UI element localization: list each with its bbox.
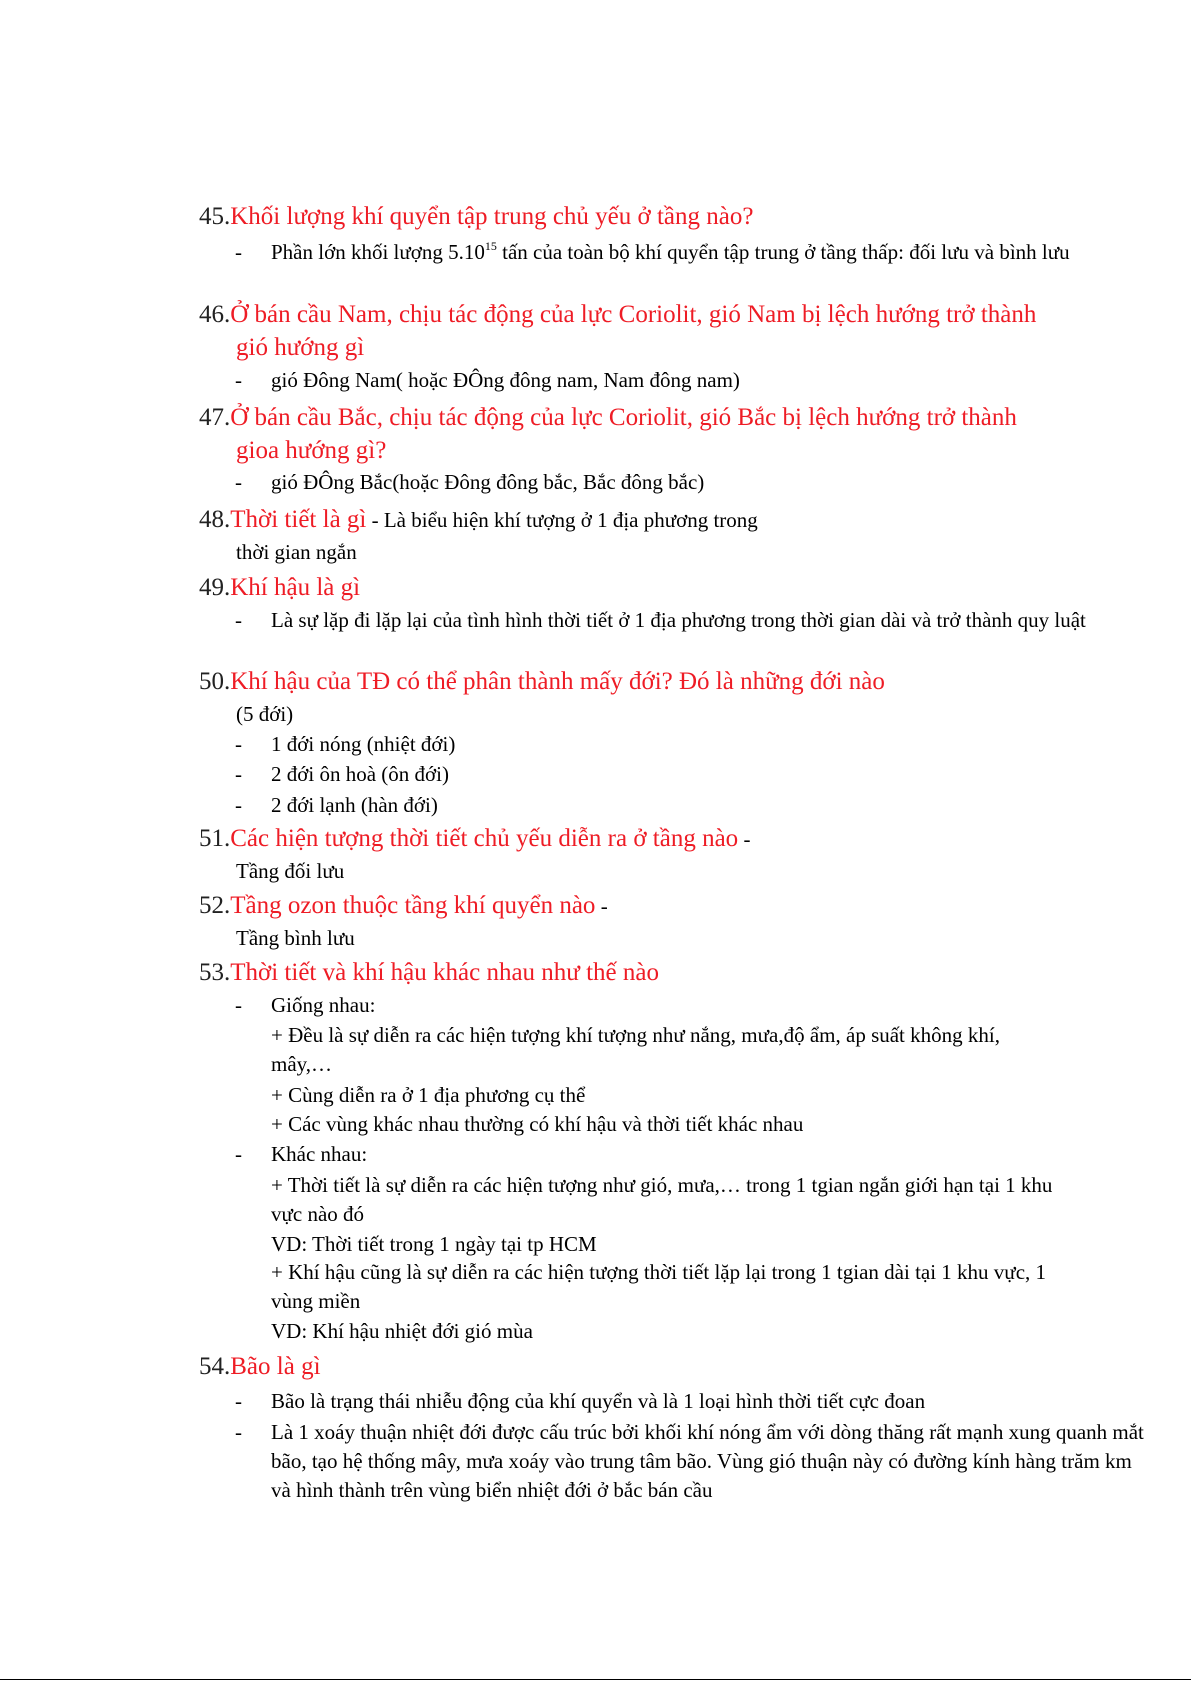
question-title: Thời tiết là gì bbox=[230, 506, 367, 533]
footer-divider bbox=[0, 1679, 1191, 1680]
question-number: 50. bbox=[199, 668, 231, 695]
bullet-text: Là 1 xoáy thuận nhiệt đới được cấu trúc bởi khối khí nóng ẩm với dòng thăng rất mạnh xung quanh mắt bão, tạo hệ thống mây, mưa xoáy vào trung tâm bão. Vùng gió thuận này có đường kính hàng trăm km và hình thành trên vùng biển nhiệt đới ở bắc bán cầu bbox=[271, 1420, 1144, 1502]
answer-46-bullet-1 bbox=[235, 366, 1155, 395]
bullet-text: Là sự lặp đi lặp lại của tình hình thời tiết ở 1 địa phương trong thời gian dài và trở thành quy luật bbox=[271, 608, 1086, 632]
answer-50-bullet-3 bbox=[235, 791, 1155, 820]
question-title: Tầng ozon thuộc tầng khí quyển nào bbox=[230, 892, 596, 919]
bullet-dash: - bbox=[235, 793, 242, 817]
answer-53-similar-label bbox=[235, 991, 1155, 1020]
inline-answer: - Là biểu hiện khí tượng ở 1 địa phương trong bbox=[366, 508, 758, 532]
bullet-dash: - bbox=[235, 608, 242, 632]
question-number: 45. bbox=[199, 203, 231, 230]
question-number: 51. bbox=[199, 825, 231, 852]
bullet-dash: - bbox=[235, 1142, 242, 1166]
question-title-continued: gió hướng gì bbox=[236, 334, 365, 361]
question-number: 52. bbox=[199, 892, 231, 919]
answer-continued: Tầng đối lưu bbox=[236, 859, 345, 883]
bullet-dash: - bbox=[235, 368, 242, 392]
inline-answer: - bbox=[595, 894, 608, 918]
inline-answer: - bbox=[738, 827, 751, 851]
bullet-text: Khác nhau: bbox=[271, 1142, 368, 1166]
bullet-dash: - bbox=[235, 240, 242, 264]
bullet-text: 1 đới nóng (nhiệt đới) bbox=[271, 732, 456, 756]
bullet-text: Giống nhau: bbox=[271, 993, 376, 1017]
bullet-text: 2 đới ôn hoà (ôn đới) bbox=[271, 762, 449, 786]
answer-53-different-1-example: VD: Thời tiết trong 1 ngày tại tp HCM bbox=[271, 1232, 597, 1256]
question-title: Khí hậu là gì bbox=[230, 574, 361, 601]
superscript: 15 bbox=[484, 239, 497, 253]
answer-53-different-2-example: VD: Khí hậu nhiệt đới gió mùa bbox=[271, 1319, 533, 1343]
bullet-text: gió Đông Nam( hoặc ĐÔng đông nam, Nam đông nam) bbox=[271, 368, 740, 392]
answer-53-different-label bbox=[235, 1140, 1155, 1169]
answer-45-bullet-1 bbox=[235, 238, 1130, 267]
answer-47-bullet-1 bbox=[235, 468, 1155, 497]
answer-53-different-1: + Thời tiết là sự diễn ra các hiện tượng như gió, mưa,… trong 1 tgian ngắn giới hạn tại 1 khu vực nào đó bbox=[271, 1173, 1053, 1226]
bullet-text bbox=[271, 238, 1130, 267]
question-48 bbox=[199, 503, 1129, 567]
question-number: 47. bbox=[199, 404, 231, 431]
answer-50-bullet-2 bbox=[235, 760, 1155, 789]
bullet-text: Bão là trạng thái nhiễu động của khí quyển và là 1 loại hình thời tiết cực đoan bbox=[271, 1389, 926, 1413]
bullet-dash: - bbox=[235, 762, 242, 786]
question-53 bbox=[199, 956, 1129, 989]
bullet-dash: - bbox=[235, 470, 242, 494]
question-51 bbox=[199, 822, 1129, 886]
bullet-text: 2 đới lạnh (hàn đới) bbox=[271, 793, 438, 817]
answer-53-similar-1: + Đều là sự diễn ra các hiện tượng khí tượng như nắng, mưa,độ ẩm, áp suất không khí, mây,… bbox=[271, 1023, 1000, 1076]
answer-49-bullet-1 bbox=[235, 606, 1135, 635]
question-title: Ở bán cầu Bắc, chịu tác động của lực Coriolit, gió Bắc bị lệch hướng trở thành bbox=[230, 404, 1017, 431]
question-title: Các hiện tượng thời tiết chủ yếu diễn ra ở tầng nào bbox=[230, 825, 739, 852]
answer-continued: thời gian ngắn bbox=[236, 540, 357, 564]
answer-54-bullet-2 bbox=[235, 1418, 1150, 1505]
answer-53-similar-3: + Các vùng khác nhau thường có khí hậu và thời tiết khác nhau bbox=[271, 1112, 804, 1136]
question-54 bbox=[199, 1350, 1129, 1383]
answer-53-similar-2: + Cùng diễn ra ở 1 địa phương cụ thể bbox=[271, 1083, 586, 1107]
bullet-text-part: tấn của toàn bộ khí quyển tập trung ở tầng thấp: đối lưu và bình lưu bbox=[496, 240, 1070, 264]
bullet-dash: - bbox=[235, 1389, 242, 1413]
question-number: 48. bbox=[199, 506, 231, 533]
question-number: 49. bbox=[199, 574, 231, 601]
bullet-dash: - bbox=[235, 993, 242, 1017]
question-title-continued: gioa hướng gì? bbox=[236, 437, 387, 464]
question-title: Ở bán cầu Nam, chịu tác động của lực Coriolit, gió Nam bị lệch hướng trở thành bbox=[230, 301, 1037, 328]
question-title: Khối lượng khí quyển tập trung chủ yếu ở tầng nào? bbox=[230, 203, 754, 230]
answer-continued: Tầng bình lưu bbox=[236, 926, 355, 950]
question-49 bbox=[199, 571, 1129, 604]
bullet-text-part: Phần lớn khối lượng 5.10 bbox=[271, 240, 485, 264]
bullet-dash: - bbox=[235, 1420, 242, 1444]
question-46 bbox=[199, 298, 1129, 364]
question-number: 46. bbox=[199, 301, 231, 328]
bullet-dash: - bbox=[235, 732, 242, 756]
bullet-text: gió ĐÔng Bắc(hoặc Đông đông bắc, Bắc đông bắc) bbox=[271, 470, 705, 494]
question-title: Bão là gì bbox=[230, 1353, 321, 1380]
question-number: 53. bbox=[199, 959, 231, 986]
question-52 bbox=[199, 889, 1129, 953]
answer-53-different-2: + Khí hậu cũng là sự diễn ra các hiện tượng thời tiết lặp lại trong 1 tgian dài tại 1 khu vực, 1 vùng miền bbox=[271, 1260, 1047, 1313]
question-45 bbox=[199, 200, 1129, 233]
question-number: 54. bbox=[199, 1353, 231, 1380]
answer-50-bullet-1 bbox=[235, 730, 1155, 759]
question-50 bbox=[199, 665, 1129, 698]
question-title: Thời tiết và khí hậu khác nhau như thế nào bbox=[230, 959, 659, 986]
question-47 bbox=[199, 401, 1129, 467]
question-title: Khí hậu của TĐ có thể phân thành mấy đới? Đó là những đới nào bbox=[230, 668, 885, 695]
answer-50-note: (5 đới) bbox=[236, 702, 294, 726]
answer-54-bullet-1 bbox=[235, 1387, 1155, 1416]
